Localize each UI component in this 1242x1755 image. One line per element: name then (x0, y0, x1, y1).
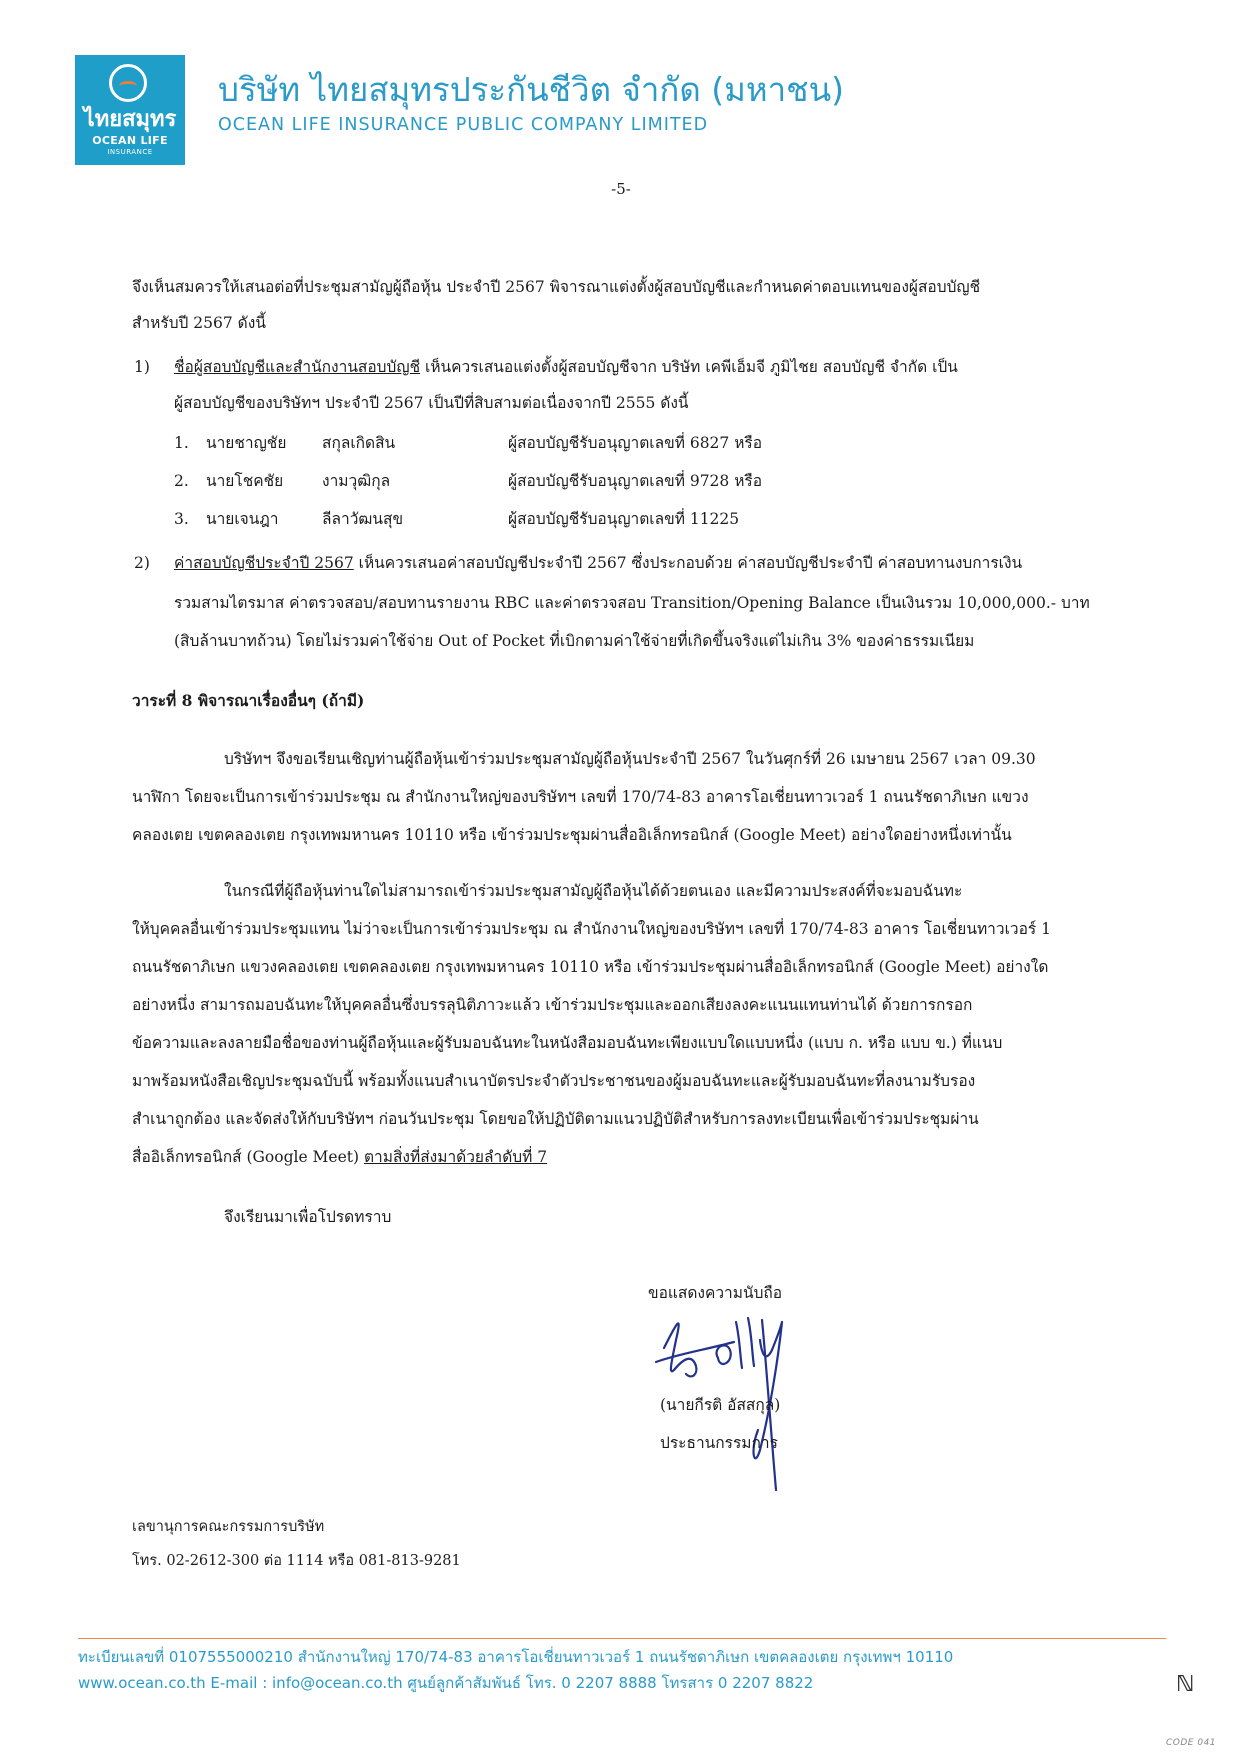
company-logo (75, 55, 185, 165)
auditor-last-name: งามวุฒิกุล (322, 472, 391, 490)
auditor-license: ผู้สอบบัญชีรับอนุญาตเลขที่ 9728 หรือ (508, 472, 763, 490)
item-1-text-1: เห็นควรเสนอแต่งตั้งผู้สอบบัญชีจาก บริษัท เคพีเอ็มจี ภูมิไชย สอบบัญชี จำกัด เป็น (420, 358, 958, 376)
signer-position: ประธานกรรมการ (660, 1434, 778, 1452)
agenda-8-para-2-last-line (132, 1146, 547, 1168)
agenda-8-para-2-line: มาพร้อมหนังสือเชิญประชุมฉบับนี้ พร้อมทั้งแนบสำเนาบัตรประจำตัวประชาชนของผู้มอบฉันทะและผู้รับมอบฉันทะที่ลงนามรับรอง (132, 1072, 976, 1090)
intro-line-2: สำหรับปี 2567 ดังนี้ (132, 314, 266, 332)
intro-line-1: จึงเห็นสมควรให้เสนอต่อที่ประชุมสามัญผู้ถือหุ้น ประจำปี 2567 พิจารณาแต่งตั้งผู้สอบบัญชีและกำหนดค่าตอบแทนของผู้สอบบัญชี (132, 278, 981, 296)
footer-registration-address: ทะเบียนเลขที่ 0107555000210 สำนักงานใหญ่ 170/74-83 อาคารโอเชี่ยนทาวเวอร์ 1 ถนนรัชดาภิเษก เขตคลองเตย กรุงเทพฯ 10110 (78, 1648, 954, 1666)
agenda-8-para-1-line: นาฬิกา โดยจะเป็นการเข้าร่วมประชุม ณ สำนักงานใหญ่ของบริษัทฯ เลขที่ 170/74-83 อาคารโอเชี่ยนทาวเวอร์ 1 ถนนรัชดาภิเษก แขวง (132, 788, 1029, 806)
regards-text: ขอแสดงความนับถือ (648, 1284, 783, 1302)
item-2-line-1 (174, 552, 1022, 574)
item-2-text-1: เห็นควรเสนอค่าสอบบัญชีประจำปี 2567 ซึ่งประกอบด้วย ค่าสอบบัญชีประจำปี ค่าสอบทานงบการเงิน (353, 554, 1023, 572)
auditor-first-name: นายโชคชัย (206, 472, 284, 490)
agenda-8-para-1-line: คลองเตย เขตคลองเตย กรุงเทพมหานคร 10110 หรือ เข้าร่วมประชุมผ่านสื่ออิเล็กทรอนิกส์ (Google Meet) อย่างใดอย่างหนึ่งเท่านั้น (132, 826, 1012, 844)
attachment-reference: ตามสิ่งที่ส่งมาด้วยลำดับที่ 7 (363, 1148, 548, 1166)
agenda-8-para-2-line: ให้บุคคลอื่นเข้าร่วมประชุมแทน ไม่ว่าจะเป็นการเข้าร่วมประชุม ณ สำนักงานใหญ่ของบริษัทฯ เลขที่ 170/74-83 อาคาร โอเชี่ยนทาวเวอร์ 1 (132, 920, 1052, 938)
agenda-8-para-2-line: สำเนาถูกต้อง และจัดส่งให้กับบริษัทฯ ก่อนวันประชุม โดยขอให้ปฏิบัติตามแนวปฏิบัติสำหรับการลงทะเบียนเพื่อเข้าร่วมประชุมผ่าน (132, 1110, 979, 1128)
auditor-number: 1. (174, 434, 189, 452)
item-1-line-1 (174, 356, 958, 378)
auditor-number: 2. (174, 472, 189, 490)
form-code: CODE 041 (1166, 1738, 1217, 1748)
item-2-number: 2) (134, 554, 150, 572)
auditor-last-name: สกุลเกิดสิน (322, 434, 396, 452)
page-number: -5- (611, 180, 631, 198)
footer-divider (78, 1638, 1166, 1639)
item-2-title: ค่าสอบบัญชีประจำปี 2567 (174, 554, 354, 572)
contact-department: เลขานุการคณะกรรมการบริษัท (132, 1519, 325, 1535)
logo-thai-text: ไทยสมุทร (83, 107, 177, 132)
auditor-license: ผู้สอบบัญชีรับอนุญาตเลขที่ 11225 (508, 510, 740, 528)
company-name-thai: บริษัท ไทยสมุทรประกันชีวิต จำกัด (มหาชน) (218, 70, 845, 109)
item-1-line-2: ผู้สอบบัญชีของบริษัทฯ ประจำปี 2567 เป็นปีที่สิบสามต่อเนื่องจากปี 2555 ดังนี้ (174, 394, 689, 412)
item-1-title: ชื่อผู้สอบบัญชีและสำนักงานสอบบัญชี (174, 358, 421, 376)
agenda-8-para-2-last-plain: สื่ออิเล็กทรอนิกส์ (Google Meet) (132, 1148, 364, 1166)
item-2-line-3: (สิบล้านบาทถ้วน) โดยไม่รวมค่าใช้จ่าย Out of Pocket ที่เบิกตามค่าใช้จ่ายที่เกิดขึ้นจริงแต่ไม่เกิน 3% ของค่าธรรมเนียม (174, 632, 975, 650)
agenda-8-heading: วาระที่ 8 พิจารณาเรื่องอื่นๆ (ถ้ามี) (132, 691, 365, 710)
logo-english-subtext: INSURANCE (107, 148, 153, 156)
agenda-8-para-2-line: ข้อความและลงลายมือชื่อของท่านผู้ถือหุ้นและผู้รับมอบฉันทะในหนังสือมอบฉันทะเพียงแบบใดแบบหนึ่ง (แบบ ก. หรือ แบบ ข.) ที่แนบ (132, 1034, 1003, 1052)
agenda-8-para-2-line: ในกรณีที่ผู้ถือหุ้นท่านใดไม่สามารถเข้าร่วมประชุมสามัญผู้ถือหุ้นได้ด้วยตนเอง และมีความประสงค์ที่จะมอบฉันทะ (224, 882, 963, 900)
auditor-first-name: นายเจนฎา (206, 510, 279, 528)
auditor-first-name: นายชาญชัย (206, 434, 287, 452)
auditor-number: 3. (174, 510, 189, 528)
agenda-8-para-1-line: บริษัทฯ จึงขอเรียนเชิญท่านผู้ถือหุ้นเข้าร่วมประชุมสามัญผู้ถือหุ้นประจำปี 2567 ในวันศุกร์ที่ 26 เมษายน 2567 เวลา 09.30 (224, 750, 1036, 768)
contact-phone: โทร. 02-2612-300 ต่อ 1114 หรือ 081-813-9281 (132, 1553, 461, 1569)
closing-text: จึงเรียนมาเพื่อโปรดทราบ (224, 1208, 392, 1226)
item-1-number: 1) (134, 358, 150, 376)
initial-mark-icon: ℕ (1176, 1672, 1195, 1697)
footer-contact-info: www.ocean.co.th E-mail : info@ocean.co.th ศูนย์ลูกค้าสัมพันธ์ โทร. 0 2207 8888 โทรสาร 0 2207 8822 (78, 1674, 814, 1692)
logo-english-text: OCEAN LIFE (92, 134, 168, 147)
auditor-license: ผู้สอบบัญชีรับอนุญาตเลขที่ 6827 หรือ (508, 434, 763, 452)
agenda-8-para-2-line: ถนนรัชดาภิเษก แขวงคลองเตย เขตคลองเตย กรุงเทพมหานคร 10110 หรือ เข้าร่วมประชุมผ่านสื่ออิเล็กทรอนิกส์ (Google Meet) อย่างใด (132, 958, 1049, 976)
company-name-english: OCEAN LIFE INSURANCE PUBLIC COMPANY LIMITED (218, 115, 709, 135)
agenda-8-para-2-line: อย่างหนึ่ง สามารถมอบฉันทะให้บุคคลอื่นซึ่งบรรลุนิติภาวะแล้ว เข้าร่วมประชุมและออกเสียงลงคะแนนแทนท่านได้ ด้วยการกรอก (132, 996, 973, 1014)
wave-emblem-icon (109, 64, 147, 102)
auditor-last-name: ลีลาวัฒนสุข (322, 510, 404, 528)
item-2-line-2: รวมสามไตรมาส ค่าตรวจสอบ/สอบทานรายงาน RBC และค่าตรวจสอบ Transition/Opening Balance เป็นเงินรวม 10,000,000.- บาท (174, 594, 1090, 612)
signer-name: (นายกีรติ อัสสกุล) (660, 1396, 781, 1414)
